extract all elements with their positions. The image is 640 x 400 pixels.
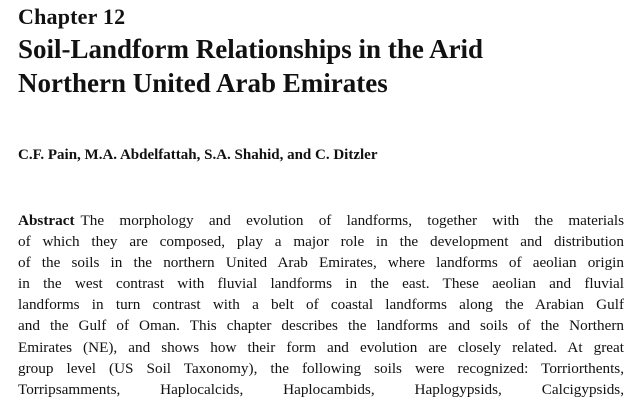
abstract-line: [18, 210, 624, 231]
abstract-line: in the west contrast with fluvial landforms in the east. These aeolian and fluvial: [18, 275, 624, 293]
abstract-line-text: The morphology and evolution of landforms, together with the materials: [80, 212, 624, 229]
abstract-line: of which they are composed, play a major role in the development and distribution: [18, 233, 624, 251]
chapter-number: Chapter 12: [18, 4, 126, 29]
abstract-paragraph: [18, 210, 624, 400]
abstract-label: Abstract: [18, 212, 75, 229]
author-list: C.F. Pain, M.A. Abdelfattah, S.A. Shahid, and C. Ditzler: [18, 147, 378, 163]
abstract-line: of the soils in the northern United Arab Emirates, where landforms of aeolian origin: [18, 254, 624, 272]
abstract-line: Torripsamments, Haplocalcids, Haplocambids, Haplogypsids, Calcigypsids,: [18, 380, 624, 398]
chapter-title-line: Soil-Landform Relationships in the Arid: [18, 34, 484, 64]
abstract-line: group level (US Soil Taxonomy), the following soils were recognized: Torriorthents,: [18, 359, 624, 377]
abstract-line: and the Gulf of Oman. This chapter describes the landforms and soils of the Northern: [18, 317, 624, 335]
chapter-title: [18, 32, 622, 100]
abstract-line: Emirates (NE), and shows how their form and evolution are closely related. At great: [18, 338, 624, 356]
abstract-line: landforms in turn contrast with a belt of coastal landforms along the Arabian Gulf: [18, 296, 624, 314]
chapter-title-line: Northern United Arab Emirates: [18, 68, 388, 98]
document-page: [18, 0, 622, 400]
